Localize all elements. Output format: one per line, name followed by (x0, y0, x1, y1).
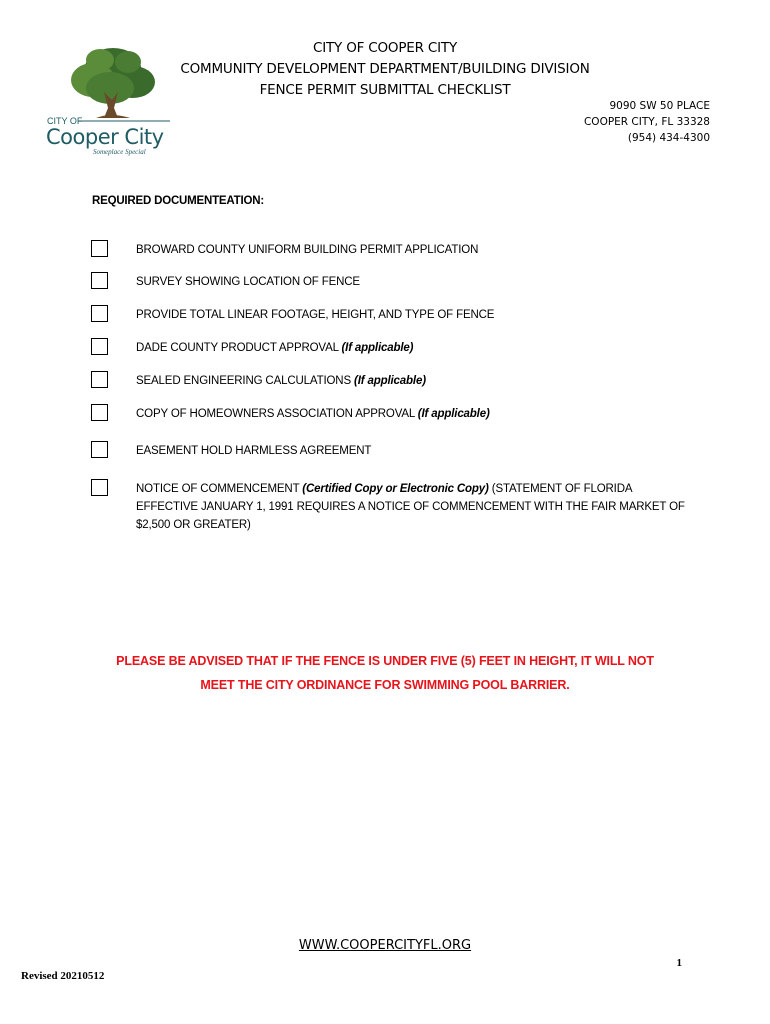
header-document-title: FENCE PERMIT SUBMITTAL CHECKLIST (259, 82, 511, 98)
address-city: COOPER CITY, FL 33328 (583, 116, 710, 128)
checkbox[interactable] (91, 404, 108, 421)
checklist-item-text: EASEMENT HOLD HARMLESS AGREEMENT (136, 445, 372, 457)
logo-city-of: CITY OF (47, 116, 83, 126)
warning-line-2: MEET THE CITY ORDINANCE FOR SWIMMING POOL BARRIER. (200, 678, 570, 692)
checklist-item-text: SEALED ENGINEERING CALCULATIONS (If applicable) (136, 375, 426, 387)
checkbox[interactable] (91, 240, 108, 257)
revision-date: Revised 20210512 (21, 970, 105, 982)
checklist-item-text: DADE COUNTY PRODUCT APPROVAL (If applicable) (136, 342, 414, 354)
checkbox[interactable] (91, 441, 108, 458)
pool-barrier-warning (0, 649, 770, 697)
checkbox[interactable] (91, 272, 108, 289)
website-link[interactable]: WWW.COOPERCITYFL.ORG (298, 938, 472, 953)
checklist-item-text: PROVIDE TOTAL LINEAR FOOTAGE, HEIGHT, AND TYPE OF FENCE (136, 309, 495, 321)
checklist-item-text: SURVEY SHOWING LOCATION OF FENCE (136, 276, 360, 288)
address-street: 9090 SW 50 PLACE (609, 100, 710, 112)
checkbox[interactable] (91, 305, 108, 322)
checklist-item-text: BROWARD COUNTY UNIFORM BUILDING PERMIT APPLICATION (136, 244, 479, 256)
logo-tagline: Someplace Special (93, 148, 146, 156)
warning-line-1: PLEASE BE ADVISED THAT IF THE FENCE IS UNDER FIVE (5) FEET IN HEIGHT, IT WILL NOT (116, 654, 654, 668)
checklist-item-text: NOTICE OF COMMENCEMENT (Certified Copy or Electronic Copy) (STATEMENT OF FLORIDA EFFECTIVE JANUARY 1, 1991 REQUIRES A NOTICE OF COMMENCEMENT WITH THE FAIR MARKET OF $2,500 OR GREATER) (136, 483, 685, 531)
section-title: REQUIRED DOCUMENTEATION: (92, 195, 264, 207)
page-number: 1 (676, 957, 682, 969)
address-phone: (954) 434-4300 (627, 132, 710, 144)
checkbox[interactable] (91, 371, 108, 388)
header-department: COMMUNITY DEVELOPMENT DEPARTMENT/BUILDING DIVISION (180, 61, 590, 77)
checkbox[interactable] (91, 479, 108, 496)
logo-name: Cooper City (46, 125, 164, 149)
checkbox[interactable] (91, 338, 108, 355)
header-city: CITY OF COOPER CITY (313, 40, 457, 56)
checklist-item-text: COPY OF HOMEOWNERS ASSOCIATION APPROVAL (If applicable) (136, 408, 490, 420)
